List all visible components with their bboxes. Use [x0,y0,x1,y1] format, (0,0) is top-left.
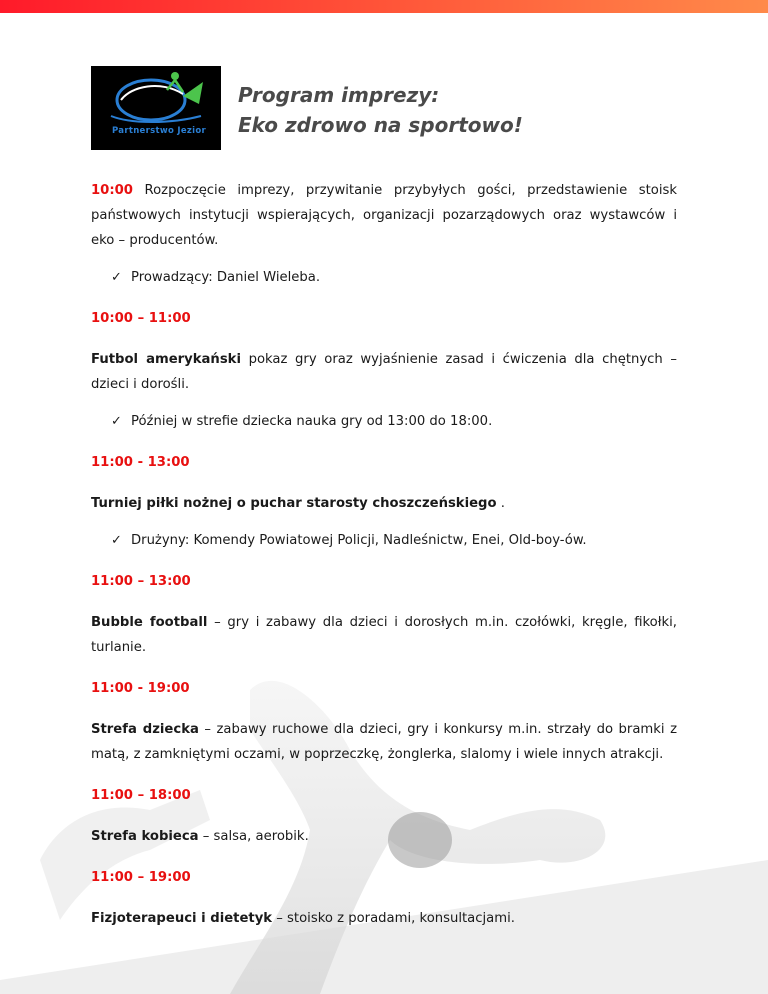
item-title: Turniej piłki nożnej o puchar starosty choszczeńskiego [91,496,497,511]
program-note [111,409,677,434]
item-title: Bubble football [91,615,208,630]
item-description: – salsa, aerobik. [198,829,309,844]
item-description: pokaz gry oraz wyjaśnienie zasad i ćwiczenia dla chętnych – dzieci i dorośli. [91,352,677,392]
item-description: – zabawy ruchowe dla dzieci, gry i konkursy m.in. strzały do bramki z matą, z zamkniętymi oczami, w poprzeczkę, żonglerka, slalomy i wiele innych atrakcji. [91,722,678,762]
item-title: Fizjoterapeuci i dietetyk [91,911,273,926]
item-time: 11:00 – 18:00 [91,788,191,803]
check-icon: ✓ [111,533,122,548]
item-time: 10:00 [91,183,133,198]
item-time: 11:00 - 19:00 [91,681,190,696]
event-program [91,178,677,947]
page-title [238,80,523,140]
item-description: Rozpoczęcie imprezy, przywitanie przybyłych gości, przedstawienie stoisk państwowych instytucji wspierających, organizacji pozarządowych oraz wystawców i eko – producentów. [91,183,677,248]
item-title: Futbol amerykański [91,352,241,367]
logo-text: Partnerstwo Jezior [112,126,206,136]
title-line-2: Eko zdrowo na sportowo! [238,113,523,137]
title-line-1: Program imprezy: [238,83,440,107]
program-item [91,906,677,931]
program-item [91,824,677,849]
check-icon: ✓ [111,414,122,429]
note-text: Później w strefie dziecka nauka gry od 13:00 do 18:00. [131,414,493,429]
check-icon: ✓ [111,270,122,285]
logo [91,66,221,150]
item-time: 11:00 – 19:00 [91,870,191,885]
program-item [91,491,677,516]
item-title: Strefa kobieca [91,829,199,844]
item-time: 11:00 - 13:00 [91,455,190,470]
program-item [91,717,677,767]
item-title: Strefa dziecka [91,722,199,737]
program-item [91,347,677,397]
item-description: . [496,496,505,511]
item-time: 10:00 – 11:00 [91,311,191,326]
program-note [111,528,677,553]
item-time: 11:00 – 13:00 [91,574,191,589]
program-item [91,178,677,253]
fish-swimmer-logo-icon [91,66,221,150]
item-description: – gry i zabawy dla dzieci i dorosłych m.in. czołówki, kręgle, fikołki, turlanie. [91,615,677,655]
program-item [91,610,677,660]
top-accent-bar [0,0,768,13]
item-description: – stoisko z poradami, konsultacjami. [272,911,515,926]
note-text: Drużyny: Komendy Powiatowej Policji, Nadleśnictw, Enei, Old-boy-ów. [131,533,587,548]
note-text: Prowadzący: Daniel Wieleba. [131,270,321,285]
program-note [111,265,677,290]
